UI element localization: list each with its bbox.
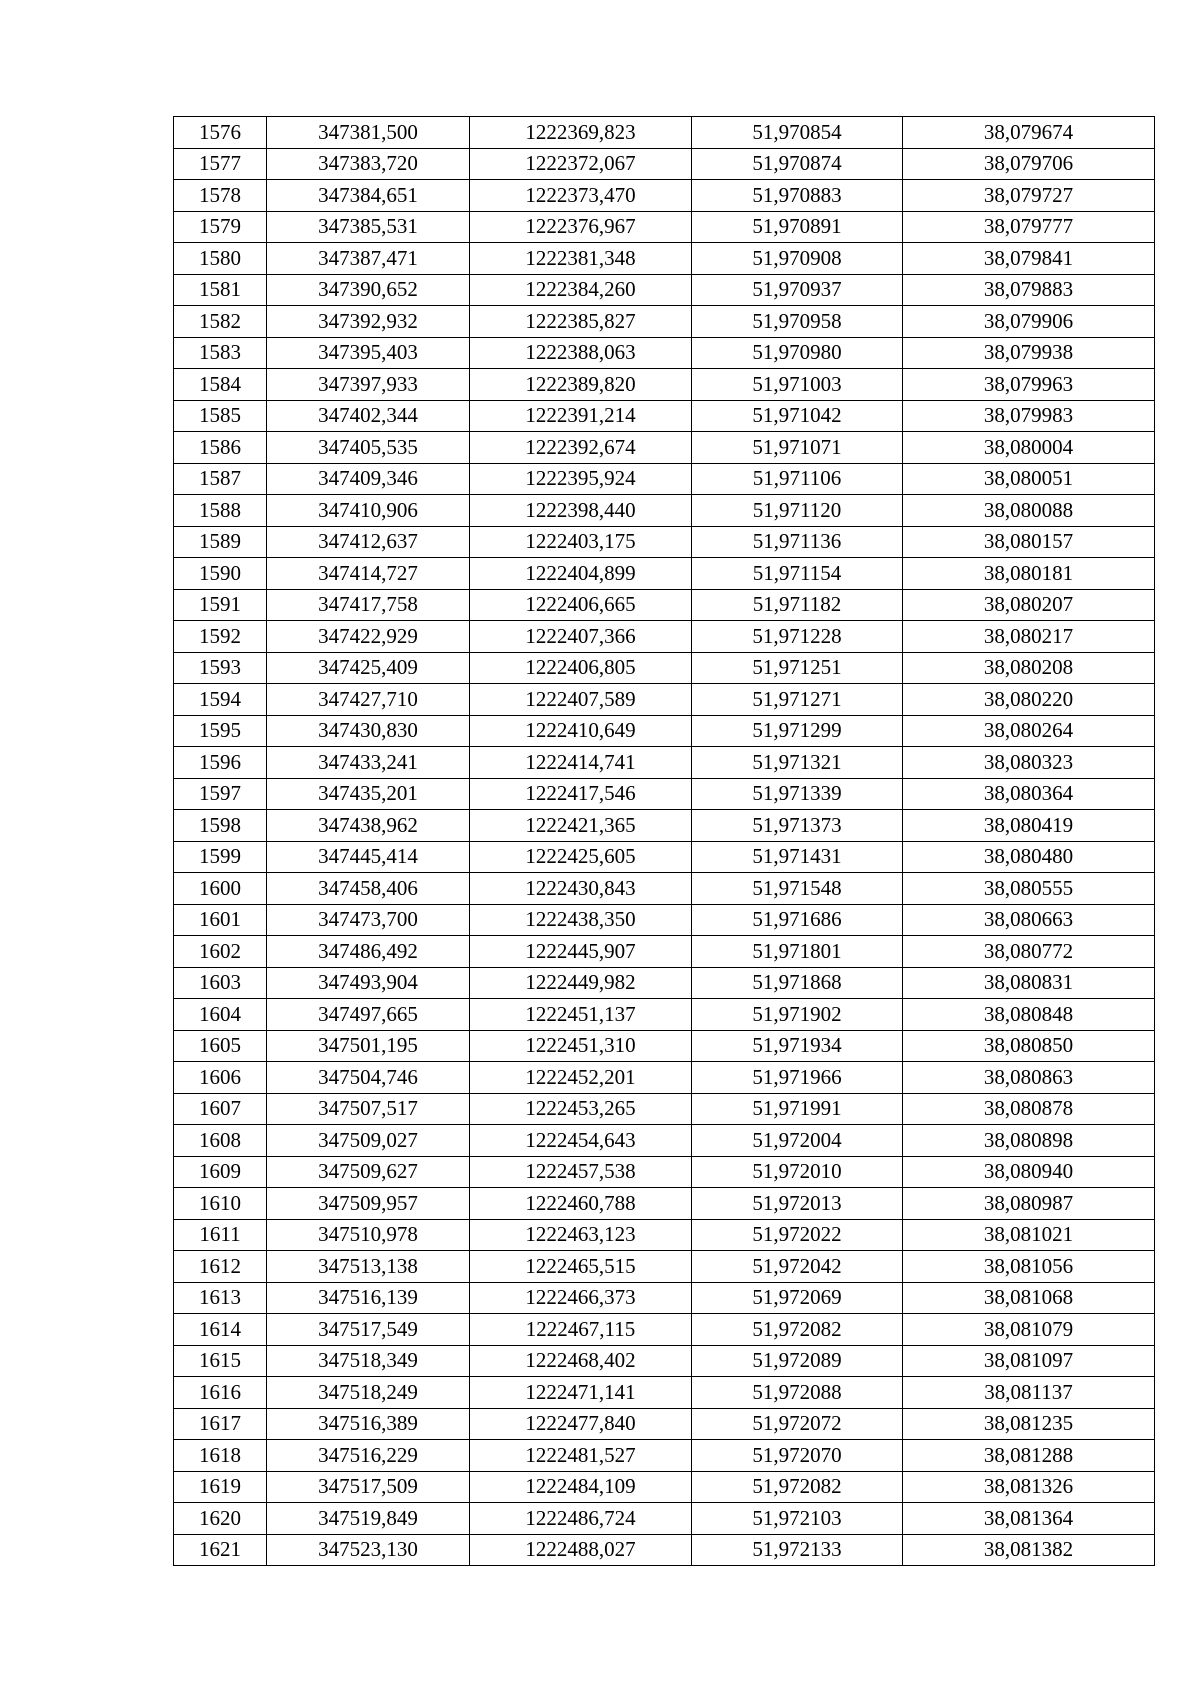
longitude-cell: 38,081235 [903, 1408, 1155, 1440]
latitude-cell: 51,971251 [692, 652, 903, 684]
x-coordinate-cell: 347438,962 [267, 810, 470, 842]
y-coordinate-cell: 1222438,350 [470, 904, 692, 936]
y-coordinate-cell: 1222398,440 [470, 495, 692, 527]
x-coordinate-cell: 347422,929 [267, 621, 470, 653]
point-number-cell: 1593 [174, 652, 267, 684]
point-number-cell: 1612 [174, 1251, 267, 1283]
x-coordinate-cell: 347412,637 [267, 526, 470, 558]
longitude-cell: 38,081021 [903, 1219, 1155, 1251]
y-coordinate-cell: 1222369,823 [470, 117, 692, 149]
point-number-cell: 1613 [174, 1282, 267, 1314]
point-number-cell: 1616 [174, 1377, 267, 1409]
table-row [174, 1440, 1155, 1472]
table-row [174, 117, 1155, 149]
latitude-cell: 51,972042 [692, 1251, 903, 1283]
latitude-cell: 51,971271 [692, 684, 903, 716]
table-row [174, 715, 1155, 747]
longitude-cell: 38,081288 [903, 1440, 1155, 1472]
x-coordinate-cell: 347516,139 [267, 1282, 470, 1314]
x-coordinate-cell: 347518,249 [267, 1377, 470, 1409]
latitude-cell: 51,970891 [692, 211, 903, 243]
table-row [174, 967, 1155, 999]
latitude-cell: 51,971686 [692, 904, 903, 936]
latitude-cell: 51,971106 [692, 463, 903, 495]
table-row [174, 526, 1155, 558]
table-row [174, 495, 1155, 527]
point-number-cell: 1591 [174, 589, 267, 621]
x-coordinate-cell: 347509,957 [267, 1188, 470, 1220]
table-row [174, 778, 1155, 810]
x-coordinate-cell: 347425,409 [267, 652, 470, 684]
longitude-cell: 38,081364 [903, 1503, 1155, 1535]
x-coordinate-cell: 347410,906 [267, 495, 470, 527]
longitude-cell: 38,080157 [903, 526, 1155, 558]
longitude-cell: 38,080004 [903, 432, 1155, 464]
y-coordinate-cell: 1222421,365 [470, 810, 692, 842]
point-number-cell: 1577 [174, 148, 267, 180]
point-number-cell: 1603 [174, 967, 267, 999]
table-row [174, 400, 1155, 432]
longitude-cell: 38,079674 [903, 117, 1155, 149]
x-coordinate-cell: 347405,535 [267, 432, 470, 464]
y-coordinate-cell: 1222407,366 [470, 621, 692, 653]
longitude-cell: 38,081056 [903, 1251, 1155, 1283]
longitude-cell: 38,080831 [903, 967, 1155, 999]
latitude-cell: 51,971934 [692, 1030, 903, 1062]
x-coordinate-cell: 347458,406 [267, 873, 470, 905]
table-row [174, 1062, 1155, 1094]
latitude-cell: 51,972010 [692, 1156, 903, 1188]
longitude-cell: 38,080940 [903, 1156, 1155, 1188]
x-coordinate-cell: 347516,389 [267, 1408, 470, 1440]
latitude-cell: 51,971228 [692, 621, 903, 653]
x-coordinate-cell: 347392,932 [267, 306, 470, 338]
x-coordinate-cell: 347387,471 [267, 243, 470, 275]
latitude-cell: 51,971373 [692, 810, 903, 842]
point-number-cell: 1587 [174, 463, 267, 495]
latitude-cell: 51,971182 [692, 589, 903, 621]
x-coordinate-cell: 347510,978 [267, 1219, 470, 1251]
point-number-cell: 1615 [174, 1345, 267, 1377]
table-row [174, 337, 1155, 369]
longitude-cell: 38,079883 [903, 274, 1155, 306]
y-coordinate-cell: 1222381,348 [470, 243, 692, 275]
point-number-cell: 1595 [174, 715, 267, 747]
y-coordinate-cell: 1222449,982 [470, 967, 692, 999]
x-coordinate-cell: 347384,651 [267, 180, 470, 212]
x-coordinate-cell: 347381,500 [267, 117, 470, 149]
table-row [174, 369, 1155, 401]
longitude-cell: 38,079777 [903, 211, 1155, 243]
point-number-cell: 1599 [174, 841, 267, 873]
table-row [174, 1408, 1155, 1440]
latitude-cell: 51,972069 [692, 1282, 903, 1314]
point-number-cell: 1582 [174, 306, 267, 338]
longitude-cell: 38,081097 [903, 1345, 1155, 1377]
x-coordinate-cell: 347516,229 [267, 1440, 470, 1472]
x-coordinate-cell: 347486,492 [267, 936, 470, 968]
table-row [174, 1156, 1155, 1188]
y-coordinate-cell: 1222372,067 [470, 148, 692, 180]
longitude-cell: 38,080987 [903, 1188, 1155, 1220]
point-number-cell: 1605 [174, 1030, 267, 1062]
y-coordinate-cell: 1222410,649 [470, 715, 692, 747]
y-coordinate-cell: 1222465,515 [470, 1251, 692, 1283]
latitude-cell: 51,972088 [692, 1377, 903, 1409]
latitude-cell: 51,971071 [692, 432, 903, 464]
latitude-cell: 51,971868 [692, 967, 903, 999]
latitude-cell: 51,970937 [692, 274, 903, 306]
y-coordinate-cell: 1222392,674 [470, 432, 692, 464]
latitude-cell: 51,971003 [692, 369, 903, 401]
latitude-cell: 51,971042 [692, 400, 903, 432]
point-number-cell: 1621 [174, 1534, 267, 1566]
point-number-cell: 1609 [174, 1156, 267, 1188]
table-row [174, 211, 1155, 243]
longitude-cell: 38,080419 [903, 810, 1155, 842]
longitude-cell: 38,080772 [903, 936, 1155, 968]
y-coordinate-cell: 1222388,063 [470, 337, 692, 369]
longitude-cell: 38,079841 [903, 243, 1155, 275]
latitude-cell: 51,971991 [692, 1093, 903, 1125]
table-row [174, 589, 1155, 621]
table-row [174, 684, 1155, 716]
table-row [174, 1219, 1155, 1251]
x-coordinate-cell: 347417,758 [267, 589, 470, 621]
table-row [174, 1251, 1155, 1283]
x-coordinate-cell: 347395,403 [267, 337, 470, 369]
longitude-cell: 38,079938 [903, 337, 1155, 369]
coordinate-table [173, 116, 1155, 1566]
latitude-cell: 51,971431 [692, 841, 903, 873]
x-coordinate-cell: 347473,700 [267, 904, 470, 936]
longitude-cell: 38,080217 [903, 621, 1155, 653]
y-coordinate-cell: 1222403,175 [470, 526, 692, 558]
latitude-cell: 51,970958 [692, 306, 903, 338]
longitude-cell: 38,080051 [903, 463, 1155, 495]
latitude-cell: 51,972133 [692, 1534, 903, 1566]
x-coordinate-cell: 347433,241 [267, 747, 470, 779]
point-number-cell: 1584 [174, 369, 267, 401]
x-coordinate-cell: 347509,627 [267, 1156, 470, 1188]
longitude-cell: 38,079963 [903, 369, 1155, 401]
y-coordinate-cell: 1222391,214 [470, 400, 692, 432]
table-row [174, 841, 1155, 873]
point-number-cell: 1610 [174, 1188, 267, 1220]
y-coordinate-cell: 1222407,589 [470, 684, 692, 716]
table-row [174, 936, 1155, 968]
y-coordinate-cell: 1222481,527 [470, 1440, 692, 1472]
point-number-cell: 1608 [174, 1125, 267, 1157]
latitude-cell: 51,972070 [692, 1440, 903, 1472]
table-row [174, 1125, 1155, 1157]
x-coordinate-cell: 347427,710 [267, 684, 470, 716]
x-coordinate-cell: 347507,517 [267, 1093, 470, 1125]
latitude-cell: 51,970874 [692, 148, 903, 180]
latitude-cell: 51,971154 [692, 558, 903, 590]
latitude-cell: 51,970980 [692, 337, 903, 369]
longitude-cell: 38,080220 [903, 684, 1155, 716]
point-number-cell: 1581 [174, 274, 267, 306]
y-coordinate-cell: 1222451,137 [470, 999, 692, 1031]
longitude-cell: 38,081382 [903, 1534, 1155, 1566]
longitude-cell: 38,080480 [903, 841, 1155, 873]
table-row [174, 1093, 1155, 1125]
table-row [174, 243, 1155, 275]
x-coordinate-cell: 347519,849 [267, 1503, 470, 1535]
table-row [174, 1030, 1155, 1062]
y-coordinate-cell: 1222484,109 [470, 1471, 692, 1503]
x-coordinate-cell: 347430,830 [267, 715, 470, 747]
longitude-cell: 38,081137 [903, 1377, 1155, 1409]
y-coordinate-cell: 1222477,840 [470, 1408, 692, 1440]
y-coordinate-cell: 1222373,470 [470, 180, 692, 212]
longitude-cell: 38,080208 [903, 652, 1155, 684]
point-number-cell: 1588 [174, 495, 267, 527]
x-coordinate-cell: 347445,414 [267, 841, 470, 873]
point-number-cell: 1614 [174, 1314, 267, 1346]
latitude-cell: 51,971120 [692, 495, 903, 527]
y-coordinate-cell: 1222451,310 [470, 1030, 692, 1062]
y-coordinate-cell: 1222430,843 [470, 873, 692, 905]
point-number-cell: 1618 [174, 1440, 267, 1472]
x-coordinate-cell: 347509,027 [267, 1125, 470, 1157]
x-coordinate-cell: 347402,344 [267, 400, 470, 432]
x-coordinate-cell: 347518,349 [267, 1345, 470, 1377]
y-coordinate-cell: 1222486,724 [470, 1503, 692, 1535]
latitude-cell: 51,971299 [692, 715, 903, 747]
point-number-cell: 1619 [174, 1471, 267, 1503]
y-coordinate-cell: 1222488,027 [470, 1534, 692, 1566]
table-row [174, 274, 1155, 306]
table-row [174, 747, 1155, 779]
point-number-cell: 1579 [174, 211, 267, 243]
y-coordinate-cell: 1222389,820 [470, 369, 692, 401]
latitude-cell: 51,972089 [692, 1345, 903, 1377]
coordinate-table-body [174, 117, 1155, 1566]
y-coordinate-cell: 1222384,260 [470, 274, 692, 306]
y-coordinate-cell: 1222452,201 [470, 1062, 692, 1094]
longitude-cell: 38,080848 [903, 999, 1155, 1031]
x-coordinate-cell: 347513,138 [267, 1251, 470, 1283]
x-coordinate-cell: 347409,346 [267, 463, 470, 495]
longitude-cell: 38,080555 [903, 873, 1155, 905]
table-row [174, 1534, 1155, 1566]
table-row [174, 652, 1155, 684]
table-row [174, 904, 1155, 936]
latitude-cell: 51,971136 [692, 526, 903, 558]
table-row [174, 1188, 1155, 1220]
latitude-cell: 51,972022 [692, 1219, 903, 1251]
point-number-cell: 1580 [174, 243, 267, 275]
point-number-cell: 1583 [174, 337, 267, 369]
table-row [174, 1503, 1155, 1535]
point-number-cell: 1596 [174, 747, 267, 779]
y-coordinate-cell: 1222417,546 [470, 778, 692, 810]
longitude-cell: 38,079983 [903, 400, 1155, 432]
point-number-cell: 1589 [174, 526, 267, 558]
y-coordinate-cell: 1222467,115 [470, 1314, 692, 1346]
latitude-cell: 51,972103 [692, 1503, 903, 1535]
point-number-cell: 1607 [174, 1093, 267, 1125]
point-number-cell: 1586 [174, 432, 267, 464]
x-coordinate-cell: 347390,652 [267, 274, 470, 306]
y-coordinate-cell: 1222466,373 [470, 1282, 692, 1314]
point-number-cell: 1617 [174, 1408, 267, 1440]
x-coordinate-cell: 347523,130 [267, 1534, 470, 1566]
point-number-cell: 1576 [174, 117, 267, 149]
point-number-cell: 1578 [174, 180, 267, 212]
table-row [174, 873, 1155, 905]
table-row [174, 1471, 1155, 1503]
table-row [174, 558, 1155, 590]
y-coordinate-cell: 1222460,788 [470, 1188, 692, 1220]
y-coordinate-cell: 1222376,967 [470, 211, 692, 243]
point-number-cell: 1600 [174, 873, 267, 905]
y-coordinate-cell: 1222463,123 [470, 1219, 692, 1251]
longitude-cell: 38,080898 [903, 1125, 1155, 1157]
x-coordinate-cell: 347383,720 [267, 148, 470, 180]
longitude-cell: 38,080364 [903, 778, 1155, 810]
point-number-cell: 1598 [174, 810, 267, 842]
longitude-cell: 38,079706 [903, 148, 1155, 180]
y-coordinate-cell: 1222414,741 [470, 747, 692, 779]
longitude-cell: 38,080878 [903, 1093, 1155, 1125]
point-number-cell: 1620 [174, 1503, 267, 1535]
x-coordinate-cell: 347435,201 [267, 778, 470, 810]
point-number-cell: 1601 [174, 904, 267, 936]
longitude-cell: 38,080323 [903, 747, 1155, 779]
table-row [174, 432, 1155, 464]
longitude-cell: 38,080264 [903, 715, 1155, 747]
longitude-cell: 38,080850 [903, 1030, 1155, 1062]
table-row [174, 1377, 1155, 1409]
latitude-cell: 51,971801 [692, 936, 903, 968]
x-coordinate-cell: 347493,904 [267, 967, 470, 999]
latitude-cell: 51,971321 [692, 747, 903, 779]
longitude-cell: 38,080207 [903, 589, 1155, 621]
y-coordinate-cell: 1222471,141 [470, 1377, 692, 1409]
x-coordinate-cell: 347397,933 [267, 369, 470, 401]
table-row [174, 1314, 1155, 1346]
point-number-cell: 1592 [174, 621, 267, 653]
latitude-cell: 51,972004 [692, 1125, 903, 1157]
y-coordinate-cell: 1222453,265 [470, 1093, 692, 1125]
point-number-cell: 1604 [174, 999, 267, 1031]
longitude-cell: 38,081068 [903, 1282, 1155, 1314]
x-coordinate-cell: 347385,531 [267, 211, 470, 243]
table-row [174, 1282, 1155, 1314]
y-coordinate-cell: 1222404,899 [470, 558, 692, 590]
point-number-cell: 1611 [174, 1219, 267, 1251]
table-row [174, 463, 1155, 495]
latitude-cell: 51,972082 [692, 1471, 903, 1503]
point-number-cell: 1606 [174, 1062, 267, 1094]
longitude-cell: 38,081079 [903, 1314, 1155, 1346]
x-coordinate-cell: 347517,509 [267, 1471, 470, 1503]
longitude-cell: 38,080088 [903, 495, 1155, 527]
y-coordinate-cell: 1222385,827 [470, 306, 692, 338]
y-coordinate-cell: 1222425,605 [470, 841, 692, 873]
y-coordinate-cell: 1222457,538 [470, 1156, 692, 1188]
longitude-cell: 38,080181 [903, 558, 1155, 590]
latitude-cell: 51,971548 [692, 873, 903, 905]
latitude-cell: 51,971966 [692, 1062, 903, 1094]
longitude-cell: 38,080863 [903, 1062, 1155, 1094]
table-row [174, 306, 1155, 338]
table-row [174, 148, 1155, 180]
longitude-cell: 38,079727 [903, 180, 1155, 212]
latitude-cell: 51,970908 [692, 243, 903, 275]
y-coordinate-cell: 1222406,665 [470, 589, 692, 621]
y-coordinate-cell: 1222406,805 [470, 652, 692, 684]
x-coordinate-cell: 347414,727 [267, 558, 470, 590]
point-number-cell: 1590 [174, 558, 267, 590]
latitude-cell: 51,972072 [692, 1408, 903, 1440]
longitude-cell: 38,079906 [903, 306, 1155, 338]
x-coordinate-cell: 347517,549 [267, 1314, 470, 1346]
point-number-cell: 1597 [174, 778, 267, 810]
table-row [174, 999, 1155, 1031]
longitude-cell: 38,081326 [903, 1471, 1155, 1503]
y-coordinate-cell: 1222445,907 [470, 936, 692, 968]
latitude-cell: 51,972082 [692, 1314, 903, 1346]
x-coordinate-cell: 347501,195 [267, 1030, 470, 1062]
latitude-cell: 51,970854 [692, 117, 903, 149]
table-row [174, 810, 1155, 842]
latitude-cell: 51,972013 [692, 1188, 903, 1220]
table-row [174, 621, 1155, 653]
y-coordinate-cell: 1222454,643 [470, 1125, 692, 1157]
latitude-cell: 51,971339 [692, 778, 903, 810]
longitude-cell: 38,080663 [903, 904, 1155, 936]
x-coordinate-cell: 347504,746 [267, 1062, 470, 1094]
point-number-cell: 1585 [174, 400, 267, 432]
latitude-cell: 51,970883 [692, 180, 903, 212]
point-number-cell: 1602 [174, 936, 267, 968]
table-row [174, 1345, 1155, 1377]
table-row [174, 180, 1155, 212]
latitude-cell: 51,971902 [692, 999, 903, 1031]
y-coordinate-cell: 1222468,402 [470, 1345, 692, 1377]
y-coordinate-cell: 1222395,924 [470, 463, 692, 495]
x-coordinate-cell: 347497,665 [267, 999, 470, 1031]
point-number-cell: 1594 [174, 684, 267, 716]
